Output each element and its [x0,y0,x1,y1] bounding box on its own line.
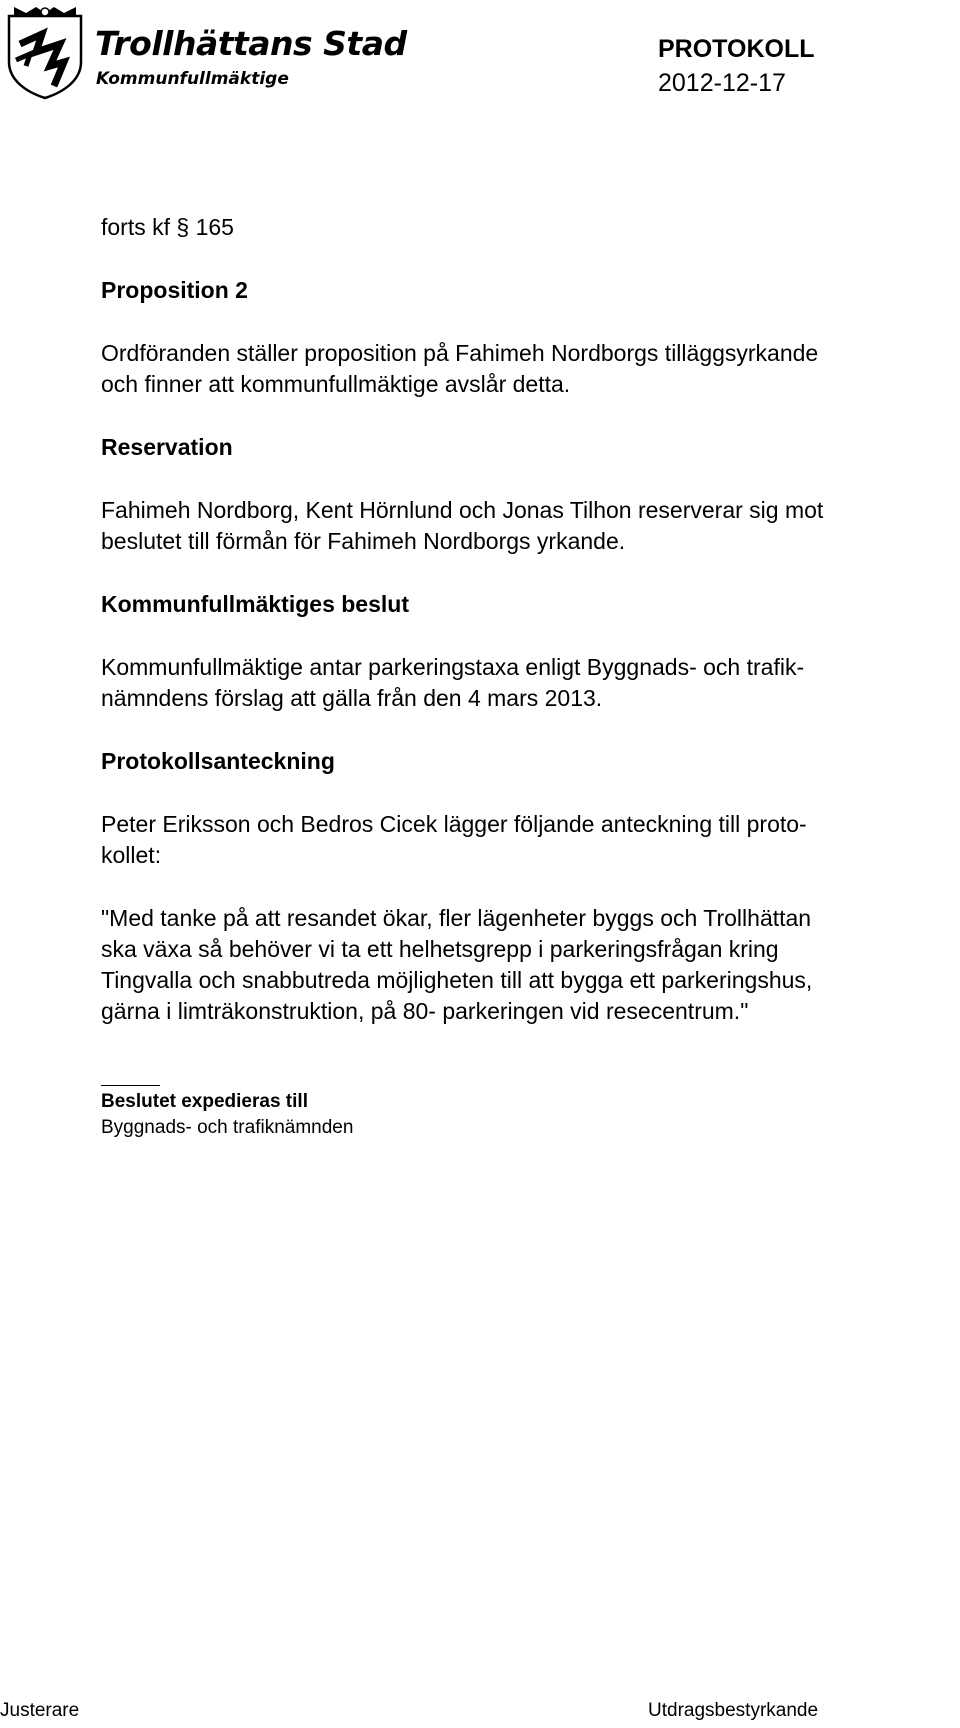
dispatch-recipient: Byggnads- och trafiknämnden [101,1117,354,1138]
note-quote-line: ska växa så behöver vi ta ett helhetsgrepp i parkeringsfrågan kring [101,936,779,962]
municipality-coat-of-arms-icon [6,4,84,100]
dispatch-heading: Beslutet expedieras till [101,1091,308,1112]
note-intro-line: Peter Eriksson och Bedros Cicek lägger följande anteckning till proto- [101,811,807,837]
note-quote-line: gärna i limträkonstruktion, på 80- parkeringen vid resecentrum." [101,998,749,1024]
proposition-heading: Proposition 2 [101,277,248,303]
proposition-line: och finner att kommunfullmäktige avslår detta. [101,371,571,397]
document-type: PROTOKOLL [658,35,815,63]
note-quote-line: Tingvalla och snabbutreda möjligheten till att bygga ett parkeringshus, [101,967,813,993]
note-intro-line: kollet: [101,842,162,868]
footer-utdragsbestyrkande: Utdragsbestyrkande [648,1700,819,1721]
decision-heading: Kommunfullmäktiges beslut [101,591,409,617]
document-date: 2012-12-17 [658,69,786,97]
footer-justerare: Justerare [0,1700,80,1721]
decision-line: Kommunfullmäktige antar parkeringstaxa enligt Byggnads- och trafik- [101,654,805,680]
reservation-heading: Reservation [101,434,233,460]
reservation-line: Fahimeh Nordborg, Kent Hörnlund och Jonas Tilhon reserverar sig mot [101,497,824,523]
note-heading: Protokollsanteckning [101,748,335,774]
organization-subtitle: Kommunfullmäktige [96,69,289,89]
note-quote-line: "Med tanke på att resandet ökar, fler lägenheter byggs och Trollhättan [101,905,812,931]
proposition-line: Ordföranden ställer proposition på Fahimeh Nordborgs tilläggsyrkande [101,340,819,366]
organization-name: Trollhättans Stad [95,24,407,63]
decision-line: nämndens förslag att gälla från den 4 mars 2013. [101,685,603,711]
reservation-line: beslutet till förmån för Fahimeh Nordborgs yrkande. [101,528,626,554]
separator-line [101,1085,160,1086]
paragraph-reference: forts kf § 165 [101,214,234,240]
